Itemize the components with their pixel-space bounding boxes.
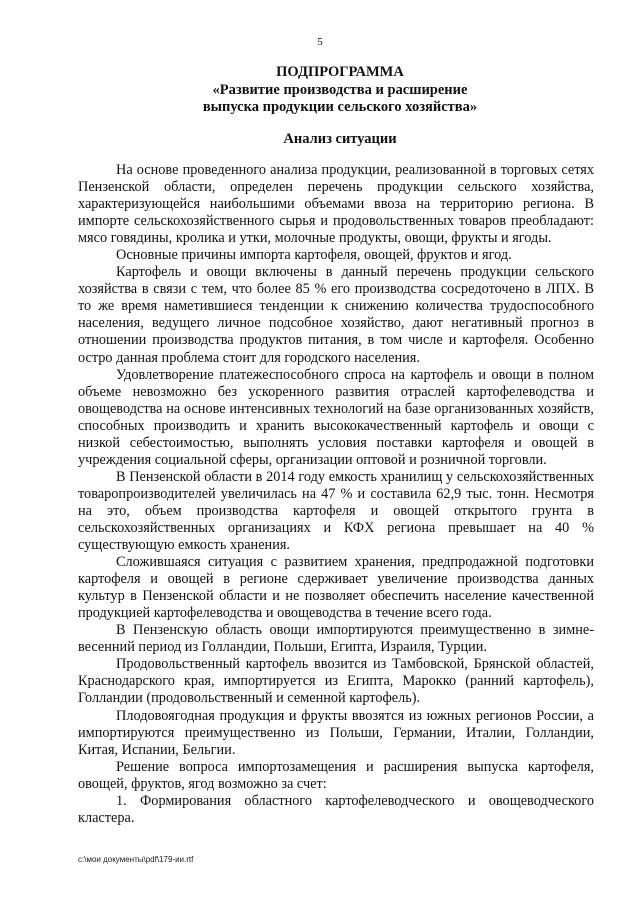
title-line-1: ПОДПРОГРАММА <box>276 64 404 80</box>
paragraph: Плодовоягодная продукция и фрукты ввозятся из южных регионов России, а импортируются преимущественно из Польши, Германии, Италии, Голландии, Китая, Испании, Бельгии. <box>78 707 594 758</box>
list-item: 1. Формирования областного картофелеводческого и овощеводческого кластера. <box>78 792 594 826</box>
paragraph: Картофель и овощи включены в данный перечень продукции сельского хозяйства в связи с тем, что более 85 % его производства сосредоточено в ЛПХ. В то же время наметившиеся тенденции к снижению количества трудоспособного населения, ведущего личное подсобное хозяйство, дают негативный прогноз в отношении производства продуктов питания, в том числе и картофеля. Особенно остро данная проблема стоит для городского населения. <box>78 264 594 366</box>
paragraph: Продовольственный картофель ввозится из Тамбовской, Брянской областей, Краснодарского края, импортируется из Египта, Марокко (ранний картофель), Голландии (продовольственный и семенной картофель). <box>78 656 594 707</box>
document-title <box>60 64 620 117</box>
paragraph: В Пензенской области в 2014 году емкость хранилищ у сельскохозяйственных товаропроизводителей увеличилась на 47 % и составила 62,9 тыс. тонн. Несмотря на это, объем производства картофеля и овощей открытого грунта в сельскохозяйственных организациях и КФХ региона превышает на 40 % существующую емкость хранения. <box>78 468 594 554</box>
paragraph: Решение вопроса импортозамещения и расширения выпуска картофеля, овощей, фруктов, ягод возможно за счет: <box>78 758 594 792</box>
paragraph: В Пензенскую область овощи импортируются преимущественно в зимне-весенний период из Голландии, Польши, Египта, Израиля, Турции. <box>78 622 594 656</box>
paragraph: Сложившаяся ситуация с развитием хранения, предпродажной подготовки картофеля и овощей в регионе сдерживает увеличение производства данных культур в Пензенской области и не позволяет обеспечить население качественной продукцией картофелеводства и овощеводства в течение всего года. <box>78 554 594 622</box>
page-number: 5 <box>317 36 323 48</box>
document-body <box>78 162 594 827</box>
section-heading: Анализ ситуации <box>283 131 397 147</box>
footer-file-path: c:\мои документы\pdf\179-ии.rtf <box>78 855 194 864</box>
paragraph: На основе проведенного анализа продукции, реализованной в торговых сетях Пензенской области, определен перечень продукции сельского хозяйства, характеризующейся наибольшими объемами ввоза на территорию региона. В импорте сельскохозяйственного сырья и продовольственных товаров преобладают: мясо говядины, кролика и утки, молочные продукты, овощи, фрукты и ягоды. <box>78 162 594 247</box>
paragraph: Основные причины импорта картофеля, овощей, фруктов и ягод. <box>116 247 512 264</box>
title-line-2: «Развитие производства и расширение <box>212 81 468 98</box>
paragraph: Удовлетворение платежеспособного спроса на картофель и овощи в полном объеме невозможно без ускоренного развития отраслей картофелеводства и овощеводства на основе интенсивных технологий на базе организованных хозяйств, способных производить и хранить высококачественный картофель и овощи с низкой себестоимостью, выполнять условия поставки картофеля и овощей в учреждения социальной сферы, организации оптовой и розничной торговли. <box>78 366 594 468</box>
title-line-3: выпуска продукции сельского хозяйства» <box>202 99 478 115</box>
